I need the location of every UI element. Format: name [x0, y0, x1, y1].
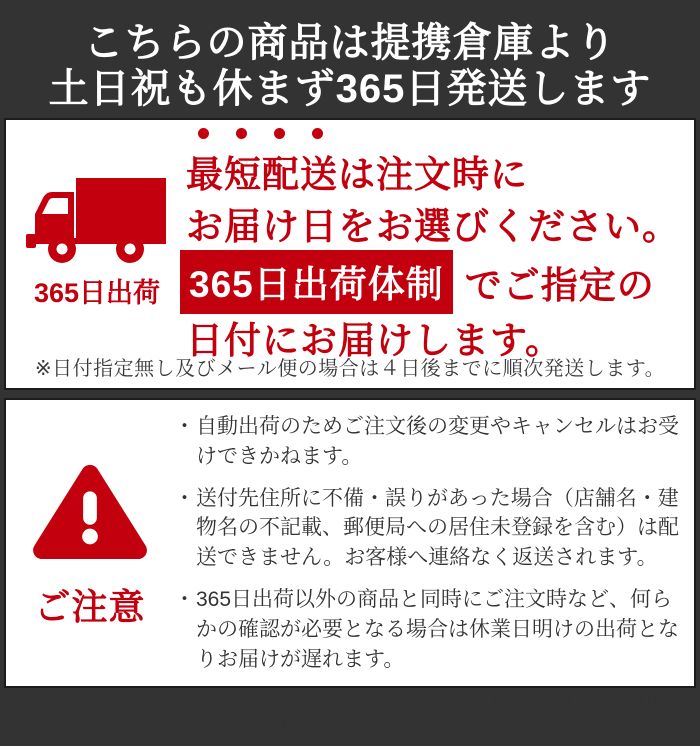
bullet-marker: ・: [174, 585, 196, 674]
highlight-badge: 365日出荷体制: [180, 250, 453, 314]
caution-list: [174, 400, 694, 686]
caution-item-text: 自動出荷のためご注文後の変更やキャンセルはお受けできかねます。: [196, 412, 684, 472]
emphasis-dot: [198, 128, 209, 139]
after-highlight-text: でご指定の: [465, 255, 655, 309]
emphasis-dot: [274, 128, 285, 139]
header-line2: 土日祝も休まず365日発送します: [0, 66, 700, 112]
caution-item: [174, 484, 684, 573]
emphasis-dots: [198, 128, 350, 139]
shipping-headline-line2: お届け日をお選びください。: [186, 196, 680, 250]
warning-area: [6, 400, 174, 686]
caution-label: ご注意: [6, 579, 174, 630]
truck-icon: [26, 176, 168, 264]
caution-item: [174, 687, 684, 746]
bullet-marker: ・: [174, 412, 196, 472]
truck-area: [14, 176, 180, 310]
caution-item: [174, 585, 684, 674]
header-banner: [0, 0, 700, 118]
bullet-marker: ・: [174, 687, 196, 746]
caution-item-text: 離島や山間部など一部地域はご指定の日付にお届けできない場合があります。: [196, 687, 684, 746]
bullet-marker: ・: [174, 484, 196, 573]
caution-item-text: 365日出荷以外の商品と同時にご注文時など、何らかの確認が必要となる場合は休業日明けの出荷となりお届けが遅れます。: [196, 585, 684, 674]
emphasis-dot: [236, 128, 247, 139]
truck-label: 365日出荷: [14, 271, 180, 310]
caution-item: [174, 412, 684, 472]
shipping-headline-line4: 日付にお届けします。: [186, 310, 563, 364]
shipping-note: ※日付指定無し及びメール便の場合は４日後までに順次発送します。: [6, 352, 694, 381]
caution-item-text: 送付先住所に不備・誤りがあった場合（店舗名・建物名の不記載、郵便局への居住未登録を含む）は配送できません。お客様へ連絡なく返送されます。: [196, 484, 684, 573]
emphasis-dot: [312, 128, 323, 139]
header-line1: こちらの商品は提携倉庫より: [0, 20, 700, 66]
shipping-headline-line3: [180, 250, 655, 314]
warning-icon: [31, 458, 149, 562]
shipping-panel: [4, 118, 696, 390]
shipping-headline-line1: 最短配送は注文時に: [186, 144, 528, 198]
caution-panel: [4, 398, 696, 688]
